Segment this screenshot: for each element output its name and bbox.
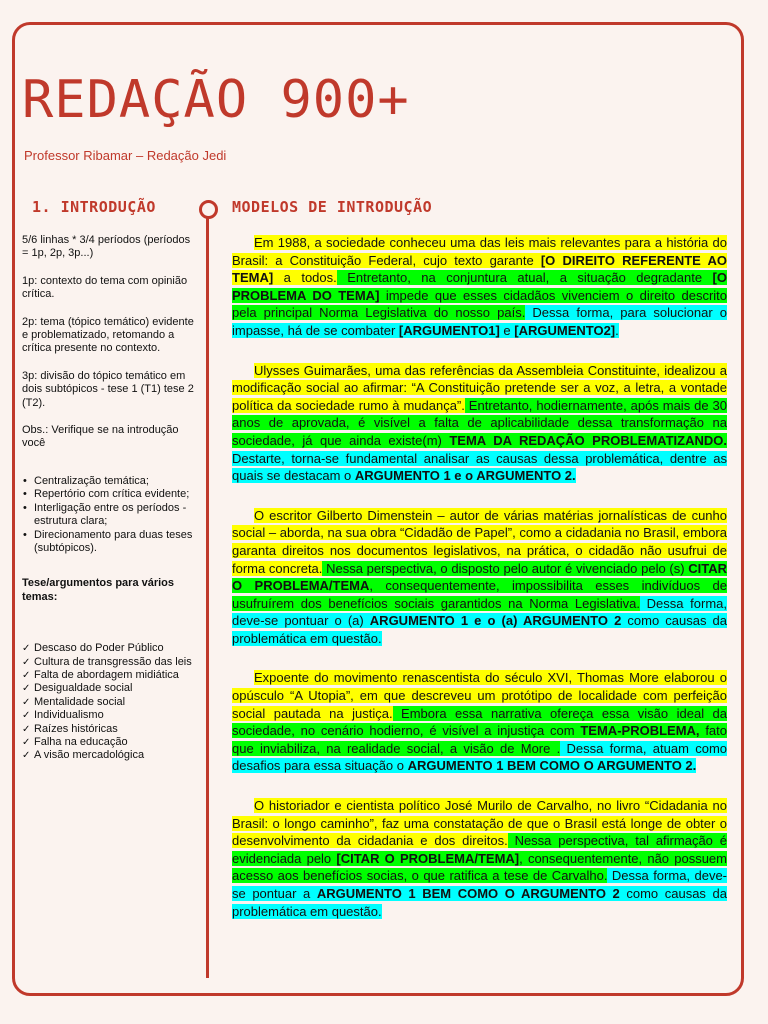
placeholder-text: ARGUMENTO 1 e o ARGUMENTO 2. xyxy=(354,468,576,484)
thesis-sentence: Dessa forma, deve-se pontuar a xyxy=(232,868,728,901)
obs-note: Obs.: Verifique se na introdução você xyxy=(22,424,179,450)
theme-sentence-end: impede que esses cidadãos vivenciem o direito descrito pela principal Norma Legislativa do nosso país. xyxy=(232,287,728,321)
placeholder-text: CITAR O PROBLEMA/TEMA xyxy=(232,560,727,594)
list-item: ✓ Individualismo xyxy=(34,709,196,722)
period-3-note: 3p: divisão do tópico temático em dois subtópicos - tese 1 (T1) tese 2 (T2). xyxy=(22,369,194,409)
list-item: ✓ A visão mercadológica xyxy=(34,749,196,762)
list-item: • Interligação entre os períodos - estrutura clara; xyxy=(34,502,196,529)
thesis-sentence-end: . xyxy=(615,322,619,338)
thesis-sentence-end: como causas da problemática em questão. xyxy=(232,613,727,646)
list-item: • Repertório com crítica evidente; xyxy=(34,488,196,501)
theme-sentence-end: , consequentemente, não possuem acesso aos benefícios socias, o que ratifica a tese de Carvalho. xyxy=(232,850,727,884)
page-subtitle: Professor Ribamar – Redação Jedi xyxy=(24,148,227,163)
placeholder-text: TEMA DA REDAÇÃO PROBLEMATIZANDO. xyxy=(449,432,727,448)
list-item: ✓ Raízes históricas xyxy=(34,723,196,736)
theme-sentence-end: , consequentemente, impossibilita esses indivíduos de usufruírem dos benefícios sociais garantidos na Norma Legislativa. xyxy=(232,578,727,611)
themes-heading: Tese/argumentos para vários temas: xyxy=(22,577,175,603)
list-item: ✓ Desigualdade social xyxy=(34,682,196,695)
placeholder-text: [CITAR O PROBLEMA/TEMA] xyxy=(336,850,520,866)
thesis-connector: e xyxy=(499,322,515,338)
theme-sentence: Entretanto, na conjuntura atual, a situação degradante xyxy=(336,270,713,286)
model-paragraph-3 xyxy=(232,507,727,648)
context-sentence: O escritor Gilberto Dimenstein – autor de várias matérias jornalísticas de cunho social – aborda, na sua obra “Cidadão de Papel”, como a cidadania no Brasil, embora garanta direitos nos documentos legislativos, na prática, o cidadão não usufrui de forma concreta. xyxy=(232,507,727,576)
list-item: ✓ Falta de abordagem midiática xyxy=(34,669,196,682)
placeholder-text: [O DIREITO REFERENTE AO TEMA] xyxy=(232,252,728,286)
list-item: ✓ Cultura de transgressão das leis xyxy=(34,656,196,669)
list-item: • Direcionamento para duas teses (subtópicos). xyxy=(34,529,196,556)
lines-info: 5/6 linhas * 3/4 períodos (períodos = 1p, 2p, 3p...) xyxy=(22,234,191,260)
context-sentence: Em 1988, a sociedade conheceu uma das leis mais relevantes para a história do Brasil: a Constituição Federal, cujo texto garante xyxy=(232,235,727,268)
period-2-note: 2p: tema (tópico temático) evidente e problematizado, retomando a crítica presente no contexto. xyxy=(22,315,194,355)
thesis-sentence-end: como causas da problemática em questão. xyxy=(232,886,727,919)
thesis-sentence: Dessa forma, para solucionar o impasse, há de se combater xyxy=(232,305,727,338)
model-paragraph-1 xyxy=(232,234,727,340)
timeline-line xyxy=(206,216,209,978)
placeholder-text: TEMA-PROBLEMA, xyxy=(580,723,700,739)
left-column xyxy=(22,234,196,777)
theme-sentence: Nessa perspectiva, o disposto pelo autor é vivenciado pelo (s) xyxy=(322,560,689,576)
model-paragraph-5 xyxy=(232,797,727,920)
theme-sentence: Nessa perspectiva, tal afirmação é evidenciada pelo xyxy=(232,833,727,866)
right-column xyxy=(232,234,727,942)
thesis-sentence: Dessa forma, deve-se pontuar o (a) xyxy=(232,595,727,629)
model-paragraph-2 xyxy=(232,362,727,485)
page-title: REDAÇÃO 900+ xyxy=(22,70,410,130)
placeholder-text: ARGUMENTO 1 BEM COMO O ARGUMENTO 2. xyxy=(407,758,697,774)
placeholder-text: [O PROBLEMA DO TEMA] xyxy=(232,270,727,303)
section-heading-introduction: 1. INTRODUÇÃO xyxy=(32,198,156,216)
theme-sentence-end: fato que inviabiliza, na realidade social, a visão de More . xyxy=(232,723,728,756)
placeholder-text: ARGUMENTO 1 BEM COMO O ARGUMENTO 2 xyxy=(316,886,620,901)
placeholder-text: [ARGUMENTO2] xyxy=(514,322,616,338)
thesis-sentence: Dessa forma, atuam como desafios para essa situação o xyxy=(232,740,728,774)
list-item: ✓ Falha na educação xyxy=(34,736,196,749)
list-item: ✓ Descaso do Poder Público xyxy=(34,642,196,655)
list-item: ✓ Mentalidade social xyxy=(34,696,196,709)
list-item: • Centralização temática; xyxy=(34,475,196,488)
context-sentence: Ulysses Guimarães, uma das referências da Assembleia Constituinte, idealizou a modificação social ao afirmar: “A Constituição pretende ser a voz, a letra, a vontade política da sociedade rumo à mudança”. xyxy=(232,362,727,413)
placeholder-text: ARGUMENTO 1 e o (a) ARGUMENTO 2 xyxy=(369,613,622,629)
context-sentence: O historiador e cientista político José Murilo de Carvalho, no livro “Cidadania no Brasil: o longo caminho”, faz uma constatação de que o Brasil está longe de obter o desenvolvimento da cidadania e dos direitos. xyxy=(232,798,727,849)
context-sentence: Expoente do movimento renascentista do século XVI, Thomas More elaborou o opúsculo “A Utopia”, em que descreveu um protótipo de localidade com perfeição social pautada na justiça. xyxy=(232,670,727,721)
theme-sentence: Entretanto, hodiernamente, após mais de 30 anos de aprovada, é visível a falta de aplicabilidade dessa transformação na sociedade, já que ainda existe(m) xyxy=(232,397,727,448)
theme-sentence: Embora essa narrativa ofereça essa visão ideal da sociedade, no cenário hodierno, é visível a injustiça com xyxy=(232,705,728,739)
section-heading-models: MODELOS DE INTRODUÇÃO xyxy=(232,198,433,216)
model-paragraph-4 xyxy=(232,669,727,775)
thesis-sentence: Destarte, torna-se fundamental analisar as causas dessa problemática, dentre as quais se destacam o xyxy=(232,450,727,484)
themes-list xyxy=(22,642,196,763)
checklist xyxy=(22,475,196,555)
period-1-note: 1p: contexto do tema com opinião crítica. xyxy=(22,274,188,301)
context-sentence-end: a todos. xyxy=(273,270,337,286)
placeholder-text: [ARGUMENTO1] xyxy=(398,322,500,338)
